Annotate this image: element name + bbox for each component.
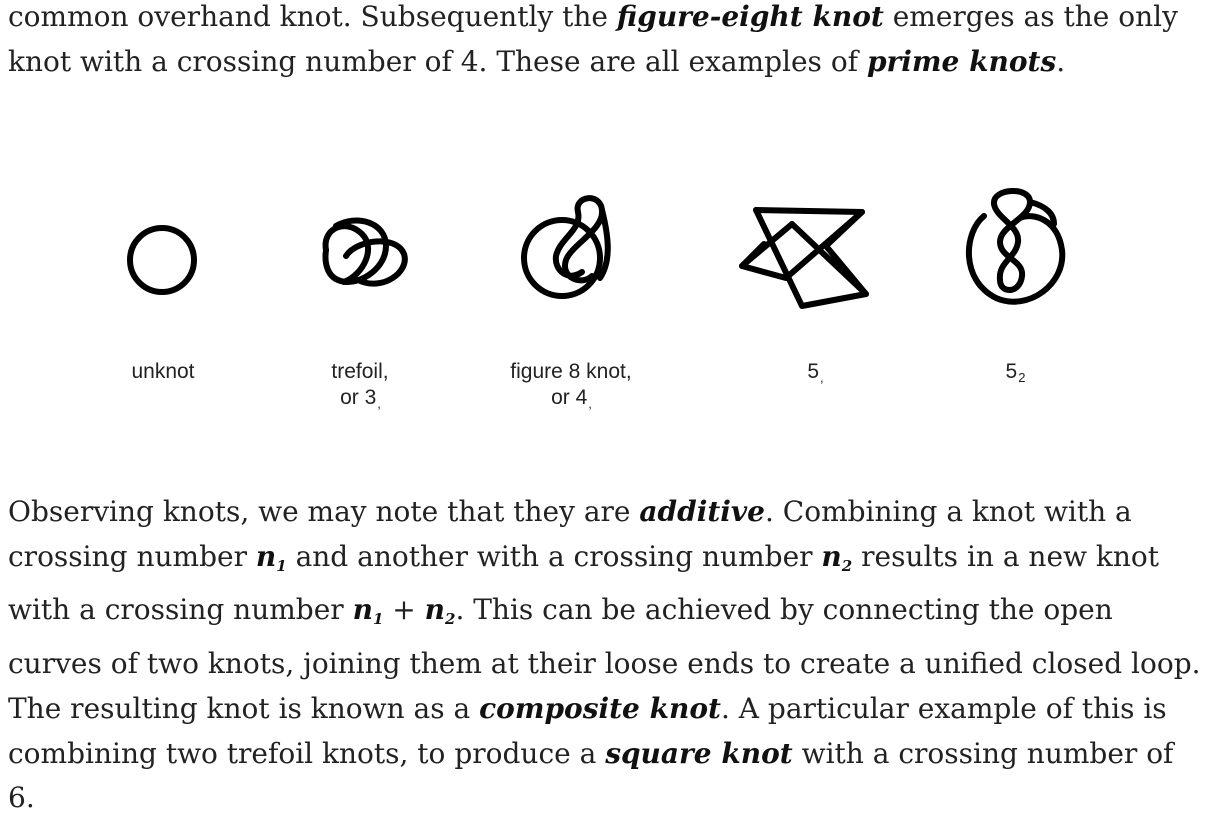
math-subscript: 1 bbox=[276, 556, 287, 575]
caption-subscript: , bbox=[377, 396, 381, 411]
sum-first-symbol bbox=[352, 593, 384, 629]
text-span: with a crossing number of 6. bbox=[8, 736, 1174, 815]
math-subscript: 2 bbox=[445, 610, 456, 629]
math-var: n bbox=[255, 539, 277, 573]
caption-line bbox=[305, 385, 415, 413]
plus-sign: + bbox=[383, 593, 425, 627]
math-var: n bbox=[821, 539, 842, 573]
additive-term: additive bbox=[639, 495, 765, 528]
math-subscript: 1 bbox=[372, 610, 384, 629]
text-span: . Combining a knot with a crossing number bbox=[8, 495, 1132, 573]
text-span: and another with a crossing number bbox=[286, 539, 822, 573]
math-var: n bbox=[352, 593, 373, 627]
unknot-caption bbox=[110, 359, 216, 385]
text-span: common overhand knot. Subsequently the bbox=[8, 0, 617, 33]
knot-5-1-icon bbox=[734, 196, 874, 314]
math-var: n bbox=[424, 593, 445, 627]
unknot-icon bbox=[124, 222, 200, 298]
prime-knots-term: prime knots bbox=[866, 44, 1057, 78]
knot-5-2-icon bbox=[954, 184, 1070, 308]
figure-eight-caption bbox=[486, 359, 656, 413]
knot-5-2-caption bbox=[990, 359, 1040, 387]
n1-symbol bbox=[256, 540, 287, 573]
caption-text: 5 bbox=[807, 360, 820, 383]
caption-line: trefoil, bbox=[331, 360, 389, 383]
figure-eight-knot-icon bbox=[512, 190, 622, 304]
text-span: Observing knots, we may note that they are bbox=[8, 495, 640, 528]
math-subscript: 2 bbox=[841, 556, 853, 575]
caption-line: unknot bbox=[131, 360, 195, 383]
trefoil-caption bbox=[305, 359, 415, 413]
text-span: emerges as the only knot with a crossing number of 4. These are all examples of bbox=[8, 0, 1178, 78]
caption-subscript: , bbox=[820, 370, 824, 385]
caption-subscript: , bbox=[588, 396, 592, 411]
text-span: . This can be achieved by connecting the open curves of two knots, joining them at their loose ends to create a unified closed loop. The resulting knot is known as a bbox=[8, 593, 1201, 725]
caption-text: or 3 bbox=[340, 386, 377, 409]
text-span: results in a new knot with a crossing number bbox=[8, 539, 1160, 627]
square-knot-term: square knot bbox=[605, 736, 793, 770]
text-span: . bbox=[1056, 44, 1066, 78]
n2-symbol bbox=[821, 540, 852, 573]
additive-knots-paragraph bbox=[8, 490, 1208, 821]
text-span: . A particular example of this is combining two trefoil knots, to produce a bbox=[8, 691, 1167, 770]
knot-5-1-caption bbox=[790, 359, 840, 387]
caption-text: or 4 bbox=[551, 386, 588, 409]
caption-line: figure 8 knot, bbox=[510, 360, 632, 383]
trefoil-knot-icon bbox=[316, 210, 412, 302]
intro-paragraph bbox=[8, 0, 1208, 84]
caption-text: 5 bbox=[1005, 360, 1018, 383]
caption-subscript: 2 bbox=[1018, 370, 1026, 385]
caption-line bbox=[486, 385, 656, 413]
sum-second-symbol bbox=[424, 593, 456, 629]
composite-knot-term: composite knot bbox=[479, 691, 721, 725]
figure-eight-knot-term: figure-eight knot bbox=[616, 0, 884, 33]
